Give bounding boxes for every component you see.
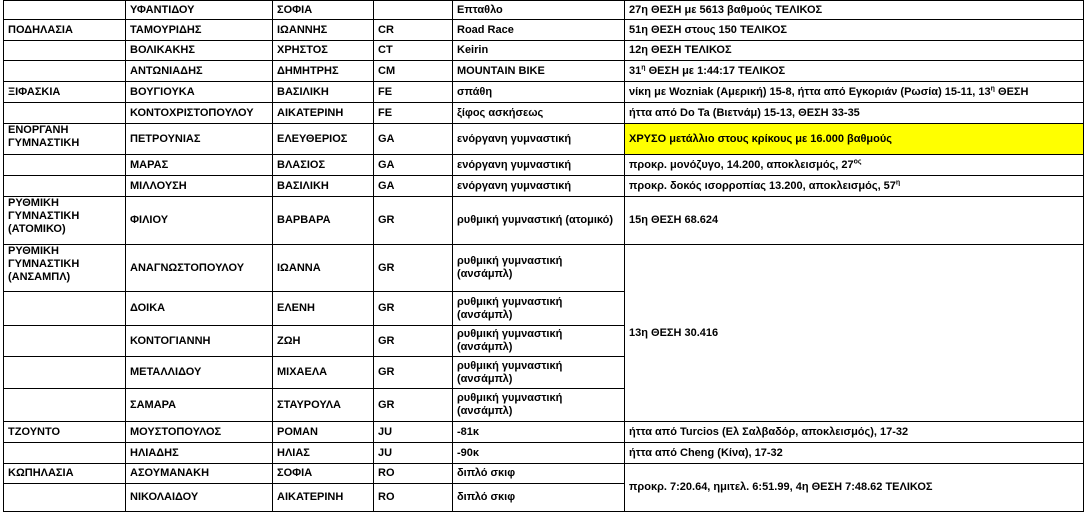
surname-cell: ΚΟΝΤΟΓΙΑΝΝΗ <box>126 326 273 357</box>
sport-cell <box>4 61 126 82</box>
table-row <box>4 1 1084 20</box>
code-cell: CT <box>374 41 453 61</box>
surname-cell: ΚΟΝΤΟΧΡΙΣΤΟΠΟΥΛΟΥ <box>126 103 273 124</box>
name-cell: ΣΤΑΥΡΟΥΛΑ <box>273 389 374 422</box>
table-row <box>4 422 1084 443</box>
name-cell: ΕΛΕΝΗ <box>273 292 374 326</box>
table-row <box>4 245 1084 292</box>
code-cell: JU <box>374 443 453 464</box>
table-row <box>4 61 1084 82</box>
sport-cell <box>4 41 126 61</box>
table-row <box>4 155 1084 176</box>
sport-cell <box>4 443 126 464</box>
surname-cell: ΤΑΜΟΥΡΙΔΗΣ <box>126 20 273 41</box>
event-cell: -90κ <box>453 443 625 464</box>
surname-cell: ΦΙΛΙΟΥ <box>126 197 273 245</box>
code-cell: GR <box>374 357 453 389</box>
event-cell: Keirin <box>453 41 625 61</box>
result-cell: 27η ΘΕΣΗ με 5613 βαθμούς ΤΕΛΙΚΟΣ <box>625 1 1084 20</box>
surname-cell: ΔΟΙΚΑ <box>126 292 273 326</box>
sport-cell <box>4 484 126 512</box>
name-cell: ΧΡΗΣΤΟΣ <box>273 41 374 61</box>
code-cell: JU <box>374 422 453 443</box>
event-cell: -81κ <box>453 422 625 443</box>
result-text: προκρ. δοκός ισορροπίας 13.200, αποκλεισμός, 57 <box>629 179 896 192</box>
sport-cell <box>4 357 126 389</box>
sport-cell: ΤΖΟΥΝΤΟ <box>4 422 126 443</box>
table-row <box>4 176 1084 197</box>
surname-cell: ΝΙΚΟΛΑΙΔΟΥ <box>126 484 273 512</box>
surname-cell: ΜΙΛΛΟΥΣΗ <box>126 176 273 197</box>
event-cell: διπλό σκιφ <box>453 464 625 484</box>
table-row <box>4 41 1084 61</box>
table-row <box>4 443 1084 464</box>
code-cell: GA <box>374 176 453 197</box>
name-cell: ΜΙΧΑΕΛΑ <box>273 357 374 389</box>
name-cell: ΒΑΡΒΑΡΑ <box>273 197 374 245</box>
event-cell: σπάθη <box>453 82 625 103</box>
event-cell: ρυθμική γυμναστική (ανσάμπλ) <box>453 292 625 326</box>
event-cell: ξίφος ασκήσεως <box>453 103 625 124</box>
sport-cell: ΠΟΔΗΛΑΣΙΑ <box>4 20 126 41</box>
event-cell: ρυθμική γυμναστική (ατομικό) <box>453 197 625 245</box>
sport-cell <box>4 176 126 197</box>
sport-cell: ΚΩΠΗΛΑΣΙΑ <box>4 464 126 484</box>
code-cell <box>374 1 453 20</box>
ordinal-suffix: η <box>990 84 995 92</box>
table-row <box>4 197 1084 245</box>
name-cell: ΒΑΣΙΛΙΚΗ <box>273 176 374 197</box>
event-cell: ρυθμική γυμναστική (ανσάμπλ) <box>453 245 625 292</box>
rowing-result-cell: προκρ. 7:20.64, ημιτελ. 6:51.99, 4η ΘΕΣΗ 7:48.62 ΤΕΛΙΚΟΣ <box>625 464 1084 512</box>
results-table <box>3 0 1084 512</box>
result-cell <box>625 176 1084 197</box>
name-cell: ΗΛΙΑΣ <box>273 443 374 464</box>
result-text: νίκη με Wozniak (Αμερική) 15-8, ήττα από Εγκοριάν (Ρωσία) 15-11, 13 <box>629 85 991 98</box>
surname-cell: ΥΦΑΝΤΙΔΟΥ <box>126 1 273 20</box>
event-cell: διπλό σκιφ <box>453 484 625 512</box>
result-text: ΘΕΣΗ με 1:44:17 ΤΕΛΙΚΟΣ <box>645 64 786 77</box>
result-text: ΘΕΣΗ <box>994 85 1029 98</box>
code-cell: GR <box>374 326 453 357</box>
surname-cell: ΗΛΙΑΔΗΣ <box>126 443 273 464</box>
result-text: προκρ. μονόζυγο, 14.200, αποκλεισμός, 27 <box>629 158 854 171</box>
sport-cell: ΕΝΟΡΓΑΝΗ ΓΥΜΝΑΣΤΙΚΗ <box>4 124 126 155</box>
result-cell <box>625 82 1084 103</box>
table-row <box>4 103 1084 124</box>
result-cell: ήττα από Do Ta (Βιετνάμ) 15-13, ΘΕΣΗ 33-35 <box>625 103 1084 124</box>
code-cell: GR <box>374 245 453 292</box>
code-cell: GA <box>374 155 453 176</box>
name-cell: ΑΙΚΑΤΕΡΙΝΗ <box>273 484 374 512</box>
event-cell: ρυθμική γυμναστική (ανσάμπλ) <box>453 389 625 422</box>
name-cell: ΡΟΜΑΝ <box>273 422 374 443</box>
surname-cell: ΑΝΑΓΝΩΣΤΟΠΟΥΛΟΥ <box>126 245 273 292</box>
name-cell: ΙΩΑΝΝΑ <box>273 245 374 292</box>
sport-cell <box>4 103 126 124</box>
result-cell-highlighted: ΧΡΥΣΟ μετάλλιο στους κρίκους με 16.000 βαθμούς <box>625 124 1084 155</box>
event-cell: Επταθλο <box>453 1 625 20</box>
sport-cell: ΡΥΘΜΙΚΗ ΓΥΜΝΑΣΤΙΚΗ (ΑΤΟΜΙΚΟ) <box>4 197 126 245</box>
event-cell: ενόργανη γυμναστική <box>453 124 625 155</box>
name-cell: ΒΛΑΣΙΟΣ <box>273 155 374 176</box>
result-text: 31 <box>629 64 642 77</box>
sport-cell <box>4 389 126 422</box>
code-cell: GR <box>374 292 453 326</box>
name-cell: ΔΗΜΗΤΡΗΣ <box>273 61 374 82</box>
sport-cell <box>4 292 126 326</box>
ensemble-result-cell: 13η ΘΕΣΗ 30.416 <box>625 245 1084 422</box>
event-cell: ενόργανη γυμναστική <box>453 176 625 197</box>
code-cell: FE <box>374 103 453 124</box>
name-cell: ΙΩΑΝΝΗΣ <box>273 20 374 41</box>
surname-cell: ΒΟΥΓΙΟΥΚΑ <box>126 82 273 103</box>
event-cell: ενόργανη γυμναστική <box>453 155 625 176</box>
code-cell: CR <box>374 20 453 41</box>
result-cell: 12η ΘΕΣΗ ΤΕΛΙΚΟΣ <box>625 41 1084 61</box>
sport-cell <box>4 155 126 176</box>
result-cell: 15η ΘΕΣΗ 68.624 <box>625 197 1084 245</box>
code-cell: GR <box>374 389 453 422</box>
surname-cell: ΠΕΤΡΟΥΝΙΑΣ <box>126 124 273 155</box>
surname-cell: ΑΣΟΥΜΑΝΑΚΗ <box>126 464 273 484</box>
ordinal-suffix: η <box>895 178 901 186</box>
name-cell: ΣΟΦΙΑ <box>273 1 374 20</box>
table-row <box>4 124 1084 155</box>
sport-cell: ΞΙΦΑΣΚΙΑ <box>4 82 126 103</box>
code-cell: RO <box>374 484 453 512</box>
code-cell: FE <box>374 82 453 103</box>
sport-cell <box>4 326 126 357</box>
name-cell: ΑΙΚΑΤΕΡΙΝΗ <box>273 103 374 124</box>
result-cell <box>625 155 1084 176</box>
name-cell: ΖΩΗ <box>273 326 374 357</box>
surname-cell: ΜΕΤΑΛΛΙΔΟΥ <box>126 357 273 389</box>
result-cell: 51η ΘΕΣΗ στους 150 ΤΕΛΙΚΟΣ <box>625 20 1084 41</box>
name-cell: ΕΛΕΥΘΕΡΙΟΣ <box>273 124 374 155</box>
table-row <box>4 20 1084 41</box>
code-cell: GA <box>374 124 453 155</box>
sport-cell: ΡΥΘΜΙΚΗ ΓΥΜΝΑΣΤΙΚΗ (ΑΝΣΑΜΠΛ) <box>4 245 126 292</box>
table-row <box>4 464 1084 484</box>
sport-cell <box>4 1 126 20</box>
surname-cell: ΣΑΜΑΡΑ <box>126 389 273 422</box>
result-cell: ήττα από Cheng (Κίνα), 17-32 <box>625 443 1084 464</box>
name-cell: ΒΑΣΙΛΙΚΗ <box>273 82 374 103</box>
ordinal-suffix: ος <box>853 157 862 165</box>
surname-cell: ΑΝΤΩΝΙΑΔΗΣ <box>126 61 273 82</box>
table-row <box>4 82 1084 103</box>
surname-cell: ΒΟΛΙΚΑΚΗΣ <box>126 41 273 61</box>
surname-cell: ΜΟΥΣΤΟΠΟΥΛΟΣ <box>126 422 273 443</box>
code-cell: GR <box>374 197 453 245</box>
result-cell <box>625 61 1084 82</box>
event-cell: Road Race <box>453 20 625 41</box>
surname-cell: ΜΑΡΑΣ <box>126 155 273 176</box>
event-cell: MOUNTAIN BIKE <box>453 61 625 82</box>
code-cell: RO <box>374 464 453 484</box>
code-cell: CM <box>374 61 453 82</box>
event-cell: ρυθμική γυμναστική (ανσάμπλ) <box>453 357 625 389</box>
ordinal-suffix: η <box>641 63 646 71</box>
event-cell: ρυθμική γυμναστική (ανσάμπλ) <box>453 326 625 357</box>
name-cell: ΣΟΦΙΑ <box>273 464 374 484</box>
result-cell: ήττα από Turcios (Ελ Σαλβαδόρ, αποκλεισμός), 17-32 <box>625 422 1084 443</box>
